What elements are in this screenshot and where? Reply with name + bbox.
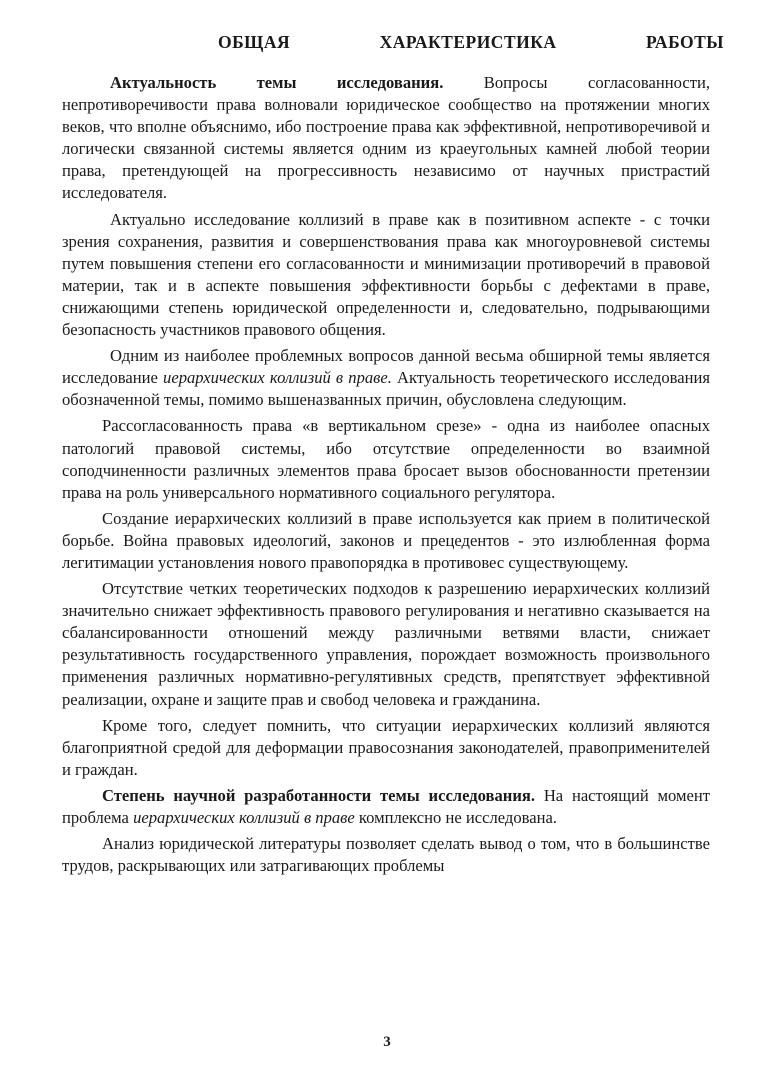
relevance-heading: Актуальность темы исследования. xyxy=(110,73,444,92)
paragraph: Рассогласованность права «в вертикальном срезе» - одна из наиболее опасных патологий правовой системы, ибо отсутствие определенности во взаимной соподчиненности различных элементов права бросает вызов обоснованности претензии права на роль универсального нормативного социального регулятора. xyxy=(62,416,710,502)
body-text xyxy=(62,72,710,881)
heading-word-3: РАБОТЫ xyxy=(645,32,724,52)
paragraph: Создание иерархических коллизий в праве используется как прием в политической борьбе. Война правовых идеологий, законов и прецедентов - это излюбленная форма легитимации установления нового правопорядка в противовес существующему. xyxy=(62,508,710,572)
italic-term: иерархических коллизий в праве. xyxy=(163,368,392,388)
paragraph: Одним из наиболее проблемных вопросов данной весьма обширной темы является исследование иерархических коллизий в праве. Актуальность теоретического исследования обозначенной темы, помимо вышеназванных причин, обусловлена следующим. xyxy=(62,346,710,410)
paragraph-relevance: Актуальность темы исследования. Вопросы согласованности, непротиворечивости права волновали юридическое сообщество на протяжении многих веков, что вполне объяснимо, ибо построение права как эффективной, непротиворечивой и логически связанной системы является одним из краеугольных камней любой теории права, претендующей на прогрессивность независимо от научных пристрастий исследователя. xyxy=(62,73,710,203)
heading-word-1: ОБЩАЯ xyxy=(218,32,291,52)
paragraph: Отсутствие четких теоретических подходов к разрешению иерархических коллизий значительно снижает эффективность правового регулирования и негативно сказывается на сбалансированности отношений между различными ветвями власти, снижает результативность государственного управления, порождает возможность произвольного применения различных нормативно-регулятивных средств, препятствует эффективной реализации, охране и защите прав и свобод человека и гражданина. xyxy=(62,579,710,709)
paragraph: Актуально исследование коллизий в праве как в позитивном аспекте - с точки зрения сохранения, развития и совершенствования права как многоуровневой системы путем повышения степени его согласованности и минимизации противоречий в правовой материи, так и в аспекте повышения эффективности борьбы с дефектами в праве, снижающими степень юридической определенности и, следовательно, подрывающими безопасность участников правового общения. xyxy=(62,209,710,340)
paragraph: Анализ юридической литературы позволяет сделать вывод о том, что в большинстве трудов, раскрывающих или затрагивающих проблемы xyxy=(62,834,710,876)
paragraph: Кроме того, следует помнить, что ситуации иерархических коллизий являются благоприятной средой для деформации правосознания законодателей, правоприменителей и граждан. xyxy=(62,715,710,779)
degree-heading: Степень научной разработанности темы исследования. xyxy=(102,785,536,805)
page-number: 3 xyxy=(383,1034,391,1050)
italic-term: иерархических коллизий в праве xyxy=(133,808,355,827)
heading-word-2: ХАРАКТЕРИСТИКА xyxy=(379,32,557,52)
paragraph-degree: Степень научной разработанности темы исследования. На настоящий момент проблема иерархических коллизий в праве комплексно не исследована. xyxy=(62,785,710,827)
section-heading xyxy=(218,32,724,53)
